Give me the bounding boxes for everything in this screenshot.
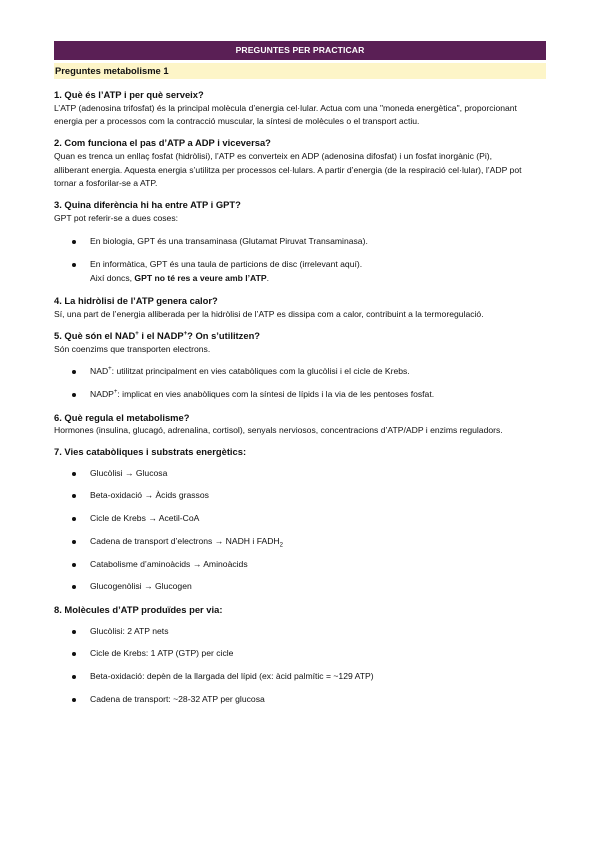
list-item: Glucòlisi: 2 ATP nets: [54, 625, 524, 639]
question-2-answer: Quan es trenca un enllaç fosfat (hidròlisi), l’ATP es converteix en ADP (adenosina difosfat) i un fosfat inorgànic (Pi), alliberant energia. Aquesta energia s’utilitza per processos cel·lulars. A partir d’energia (de la respiració cel·lular), l’ADP pot tornar a fosforilar-se a ATP.: [54, 150, 522, 189]
list-item: NAD+: utilitzat principalment en vies catabòliques com la glucòlisi i el cicle de Krebs.: [54, 365, 524, 379]
question-6: [54, 411, 524, 438]
question-4-answer: Sí, una part de l’energia alliberada per la hidròlisi de l’ATP es dissipa com a calor, contribuint a la termoregulació.: [54, 309, 484, 320]
question-1-answer: L’ATP (adenosina trifosfat) és la principal molècula d’energia cel·lular. Actua com una "moneda energètica", proporcionant energia per a processos com la contracció muscular, la síntesi de molècules o el transport actiu.: [54, 102, 517, 127]
question-6-answer: Hormones (insulina, glucagó, adrenalina, cortisol), senyals nerviosos, concentracions d’ATP/ADP i enzims reguladors.: [54, 425, 503, 436]
list-item: Cicle de Krebs → Acetil-CoA: [54, 512, 524, 526]
emphasis-text: GPT no té res a veure amb l’ATP: [134, 272, 267, 283]
question-7-title: 7. Vies catabòliques i substrats energètics:: [54, 446, 247, 458]
document-content: [54, 88, 524, 716]
question-8-list: [54, 625, 524, 707]
list-item: Catabolisme d’aminoàcids → Aminoàcids: [54, 558, 524, 572]
list-item: Cicle de Krebs: 1 ATP (GTP) per cicle: [54, 647, 524, 661]
question-4: [54, 294, 524, 321]
question-7-list: [54, 467, 524, 594]
question-2: [54, 136, 524, 191]
question-6-title: 6. Què regula el metabolisme?: [54, 411, 190, 423]
question-4-title: 4. La hidròlisi de l’ATP genera calor?: [54, 295, 218, 307]
section-subheader: Preguntes metabolisme 1: [54, 63, 546, 79]
question-3: [54, 198, 524, 286]
question-5: [54, 329, 524, 402]
question-3-intro: GPT pot referir-se a dues coses:: [54, 212, 179, 223]
question-5-intro: Són coenzims que transporten electrons.: [54, 343, 211, 354]
page-banner: PREGUNTES PER PRACTICAR: [54, 41, 546, 60]
list-item: Cadena de transport: ~28-32 ATP per glucosa: [54, 693, 524, 707]
question-2-title: 2. Com funciona el pas d’ATP a ADP i viceversa?: [54, 137, 271, 149]
question-5-list: [54, 365, 524, 401]
list-item: Glucòlisi → Glucosa: [54, 467, 524, 481]
list-item: En biologia, GPT és una transaminasa (Glutamat Piruvat Transaminasa).: [54, 235, 524, 249]
list-item: NADP+: implicat en vies anabòliques com la síntesi de lípids i la via de les pentoses fosfat.: [54, 388, 524, 402]
list-item: Glucogenòlisi → Glucogen: [54, 580, 524, 594]
question-5-title: 5. Què són el NAD+ i el NADP+? On s’utilitzen?: [54, 329, 261, 341]
question-7: [54, 445, 524, 594]
question-1-title: 1. Què és l’ATP i per què serveix?: [54, 89, 204, 100]
list-item: Cadena de transport d’electrons → NADH i $FADH_2$: [54, 535, 524, 549]
list-item: Beta-oxidació → Àcids grassos: [54, 489, 524, 503]
list-item-continuation: Així doncs, GPT no té res a veure amb l’ATP.: [90, 272, 269, 283]
question-1: [54, 88, 524, 129]
question-3-list: [54, 235, 524, 285]
question-8-title: 8. Molècules d’ATP produïdes per via:: [54, 603, 223, 615]
list-item: En informàtica, GPT és una taula de particions de disc (irrelevant aquí). Així doncs, GPT no té res a veure amb l’ATP.: [54, 258, 524, 285]
list-item: Beta-oxidació: depèn de la llargada del lípid (ex: àcid palmític = ~129 ATP): [54, 670, 524, 684]
question-8: [54, 603, 524, 707]
question-3-title: 3. Quina diferència hi ha entre ATP i GPT?: [54, 198, 241, 210]
